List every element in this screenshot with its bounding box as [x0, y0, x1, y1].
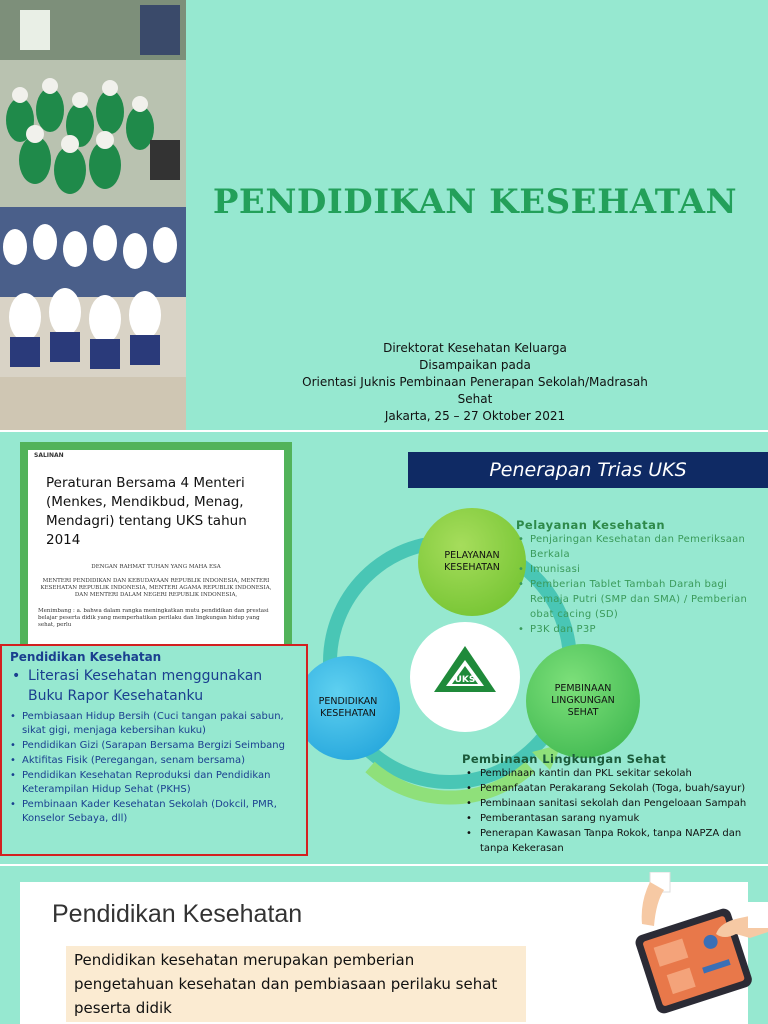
regulation-considering: Menimbang : a. bahwa dalam rangka meningkatkan mutu pendidikan dan prestasi belajar peserta didik yang memperhatikan perilaku dan lingkungan hidup yang sehat, perlu [38, 608, 269, 628]
pelayanan-kesehatan-list [516, 518, 766, 637]
lingkungan-heading: Pembinaan Lingkungan Sehat [462, 752, 667, 766]
regulation-title: Peraturan Bersama 4 Menteri (Menkes, Mendikbud, Menag, Mendagri) tentang UKS tahun 2014 [46, 475, 247, 548]
regulation-document-frame [20, 442, 292, 668]
list-item: • Pembinaan kantin dan PKL sekitar sekolah [462, 766, 768, 781]
list-item: • Pendidikan Kesehatan Reproduksi dan Pendidikan Keterampilan Hidup Sehat (PKHS) [10, 769, 298, 797]
definition-slide [0, 866, 768, 1024]
pendidikan-main-point: • Literasi Kesehatan menggunakan Buku Rapor Kesehatanku [10, 666, 298, 706]
pelayanan-circle-label: PELAYANAN KESEHATAN [444, 550, 500, 573]
tablet-illustration-icon [620, 872, 768, 1024]
pelayanan-heading: Pelayanan Kesehatan [516, 518, 666, 532]
list-item: • Pendidikan Gizi (Sarapan Bersama Bergizi Seimbang [10, 739, 298, 753]
pendidikan-kesehatan-circle [296, 656, 400, 760]
list-item: • Imunisasi [516, 562, 766, 577]
regulation-document [28, 450, 284, 660]
uks-emblem-icon [410, 622, 520, 732]
regulation-ministers: MENTERI PENDIDIKAN DAN KEBUDAYAAN REPUBLIK INDONESIA, MENTERI KESEHATAN REPUBLIK INDONESIA, MENTERI AGAMA REPUBLIK INDONESIA, DAN MENTERI DALAM NEGERI REPUBLIK INDONESIA, [40, 578, 272, 598]
info-line: Orientasi Juknis Pembinaan Penerapan Sekolah/Madrasah Sehat [302, 375, 648, 406]
slide-title: Pendidikan Kesehatan [52, 900, 303, 928]
pembinaan-circle-label: PEMBINAAN LINGKUNGAN SEHAT [551, 683, 615, 718]
photo-students-sitting [0, 0, 186, 207]
pembinaan-lingkungan-circle [526, 644, 640, 758]
trias-uks-slide [0, 432, 768, 864]
info-line: Jakarta, 25 – 27 Oktober 2021 [384, 409, 566, 423]
list-item: • Penerapan Kawasan Tanpa Rokok, tanpa NAPZA dan tanpa Kekerasan [462, 826, 768, 856]
list-item: • Pembinaan Kader Kesehatan Sekolah (Dokcil, PMR, Konselor Sebaya, dll) [10, 798, 298, 826]
photo-students-classroom [0, 207, 186, 430]
document-tag: SALINAN [34, 452, 64, 459]
pendidikan-circle-label: PENDIDIKAN KESEHATAN [318, 696, 378, 719]
list-item: • Pemberian Tablet Tambah Darah bagi Remaja Putri (SMP dan SMA) / Pemberian obat cacing (SD) [516, 577, 766, 622]
pendidikan-heading: Pendidikan Kesehatan [10, 650, 162, 664]
uks-logo [410, 622, 520, 732]
title-slide [0, 0, 768, 430]
list-item: • Pembinaan sanitasi sekolah dan Pengeloaan Sampah [462, 796, 768, 811]
uks-logo-text: UKS [454, 675, 476, 685]
definition-box: Pendidikan kesehatan merupakan pemberian pengetahuan kesehatan dan pembiasaan perilaku sehat peserta didik [66, 946, 526, 1022]
info-line: Direktorat Kesehatan Keluarga [383, 341, 567, 355]
list-item: • Pemberantasan sarang nyamuk [462, 811, 768, 826]
regulation-opening: DENGAN RAHMAT TUHAN YANG MAHA ESA [91, 564, 221, 570]
lingkungan-sehat-list [462, 752, 768, 856]
list-item: • P3K dan P3P [516, 622, 766, 637]
info-line: Disampaikan pada [419, 358, 531, 372]
trias-uks-banner: Penerapan Trias UKS [408, 452, 768, 488]
pelayanan-kesehatan-circle [418, 508, 526, 616]
list-item: • Pemanfaatan Perakarang Sekolah (Toga, buah/sayur) [462, 781, 768, 796]
pendidikan-kesehatan-box [0, 644, 308, 856]
list-item: • Penjaringan Kesehatan dan Pemeriksaan Berkala [516, 532, 766, 562]
presentation-title: PENDIDIKAN KESEHATAN [212, 182, 738, 222]
presenter-info [300, 340, 650, 425]
list-item: • Aktifitas Fisik (Peregangan, senam bersama) [10, 754, 298, 768]
list-item: • Pembiasaan Hidup Bersih (Cuci tangan pakai sabun, sikat gigi, menjaga kebersihan kuku) [10, 710, 298, 738]
